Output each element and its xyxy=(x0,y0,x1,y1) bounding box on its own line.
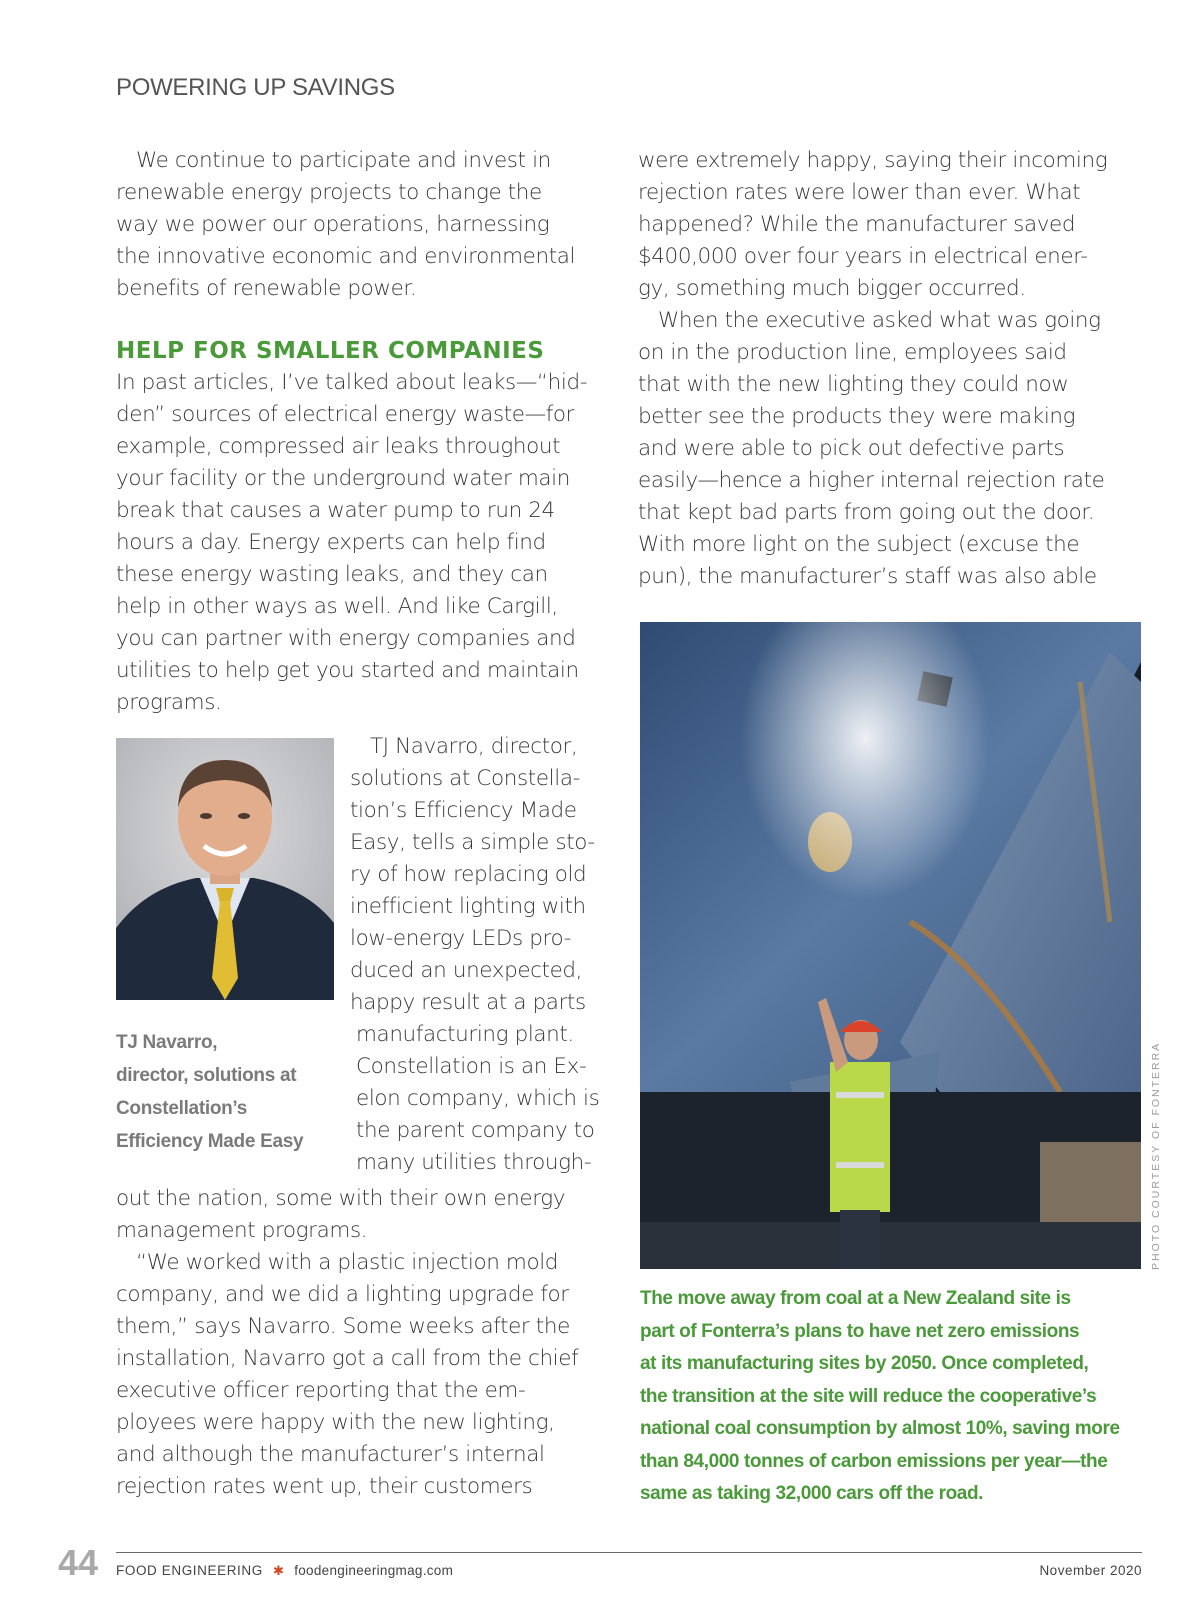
text-line: den” sources of electrical energy waste—for xyxy=(116,402,575,427)
intro-paragraph xyxy=(116,145,612,305)
portrait-photo xyxy=(116,738,334,1000)
text-line: tion’s Efficiency Made xyxy=(350,798,577,823)
right-column xyxy=(638,145,1134,593)
photo-caption xyxy=(640,1283,1150,1511)
text-line: ployees were happy with the new lighting, xyxy=(116,1410,555,1435)
caption-line: director, solutions at xyxy=(116,1065,297,1086)
text-line: company, and we did a lighting upgrade for xyxy=(116,1282,569,1307)
text-line: gy, something much bigger occurred. xyxy=(638,276,1026,301)
left-column xyxy=(116,145,612,719)
text-line: Easy, tells a simple sto- xyxy=(350,830,595,855)
text-line: happy result at a parts xyxy=(350,990,586,1015)
text-line: were extremely happy, saying their incoming xyxy=(638,148,1108,173)
text-line: on in the production line, employees said xyxy=(638,340,1067,365)
text-line: “We worked with a plastic injection mold xyxy=(136,1250,559,1275)
boiler-illustration xyxy=(640,622,1141,1269)
text-line: In past articles, I’ve talked about leaks—“hid- xyxy=(116,370,588,395)
text-line: and although the manufacturer’s internal xyxy=(116,1442,545,1467)
text-line: help in other ways as well. And like Cargill, xyxy=(116,594,558,619)
text-line: executive officer reporting that the em- xyxy=(116,1378,526,1403)
text-line: hours a day. Energy experts can help find xyxy=(116,530,546,555)
photo-credit: PHOTO COURTESY OF FONTERRA xyxy=(1150,1041,1162,1270)
text-line: $400,000 over four years in electrical ener- xyxy=(638,244,1088,269)
text-line: pun), the manufacturer’s staff was also able xyxy=(638,564,1097,589)
text-line: example, compressed air leaks throughout xyxy=(116,434,561,459)
text-line: utilities to help get you started and maintain xyxy=(116,658,579,683)
text-line: you can partner with energy companies and xyxy=(116,626,576,651)
footer-publication xyxy=(116,1563,453,1579)
subhead: HELP FOR SMALLER COMPANIES xyxy=(116,338,545,364)
help-paragraph xyxy=(116,367,612,719)
text-line: and were able to pick out defective parts xyxy=(638,436,1065,461)
caption-line: Constellation’s xyxy=(116,1098,247,1119)
text-line: When the executive asked what was going xyxy=(658,308,1101,333)
text-line: that with the new lighting they could now xyxy=(638,372,1069,397)
caption-line: TJ Navarro, xyxy=(116,1032,218,1053)
text-line: management programs. xyxy=(116,1218,368,1243)
portrait-figure xyxy=(116,738,334,1158)
caption-line: The move away from coal at a New Zealand site is xyxy=(640,1288,1071,1309)
text-line: rejection rates went up, their customers xyxy=(116,1474,533,1499)
text-line: manufacturing plant. xyxy=(356,1022,574,1047)
page-number: 44 xyxy=(58,1542,99,1583)
text-line: Constellation is an Ex- xyxy=(356,1054,587,1079)
text-line: programs. xyxy=(116,690,222,715)
text-line: elon company, which is xyxy=(356,1086,600,1111)
text-line: out the nation, some with their own energy xyxy=(116,1186,566,1211)
text-line: happened? While the manufacturer saved xyxy=(638,212,1076,237)
caption-line: same as taking 32,000 cars off the road. xyxy=(640,1483,984,1504)
text-line: way we power our operations, harnessing xyxy=(116,212,550,237)
text-line: benefits of renewable power. xyxy=(116,276,417,301)
footer-divider xyxy=(116,1552,1142,1553)
text-line: inefficient lighting with xyxy=(350,894,586,919)
text-line: the parent company to xyxy=(356,1118,595,1143)
text-line: We continue to participate and invest in xyxy=(136,148,551,173)
text-line: With more light on the subject (excuse the xyxy=(638,532,1080,557)
section-tag: POWERING UP SAVINGS xyxy=(116,74,395,101)
text-line: your facility or the underground water main xyxy=(116,466,570,491)
text-line: easily—hence a higher internal rejection rate xyxy=(638,468,1105,493)
caption-line: national coal consumption by almost 10%, saving more xyxy=(640,1418,1120,1439)
text-line: duced an unexpected, xyxy=(350,958,583,983)
text-line: ry of how replacing old xyxy=(350,862,587,887)
text-line: installation, Navarro got a call from the chief xyxy=(116,1346,579,1371)
industrial-photo xyxy=(640,622,1141,1269)
text-line: renewable energy projects to change the xyxy=(116,180,542,205)
caption-line: part of Fonterra’s plans to have net zero emissions xyxy=(640,1320,1080,1342)
text-line: them,” says Navarro. Some weeks after the xyxy=(116,1314,570,1339)
text-line: solutions at Constella- xyxy=(350,766,580,791)
text-line: rejection rates were lower than ever. What xyxy=(638,180,1081,205)
text-line: low-energy LEDs pro- xyxy=(350,926,571,951)
text-line: that kept bad parts from going out the door. xyxy=(638,500,1095,525)
publication-name: FOOD ENGINEERING xyxy=(116,1563,263,1578)
caption-line: the transition at the site will reduce the cooperative’s xyxy=(640,1385,1097,1407)
text-line: TJ Navarro, director, xyxy=(370,734,578,759)
caption-line: at its manufacturing sites by 2050. Once completed, xyxy=(640,1353,1089,1374)
navarro-paragraph xyxy=(350,731,599,1179)
portrait-caption xyxy=(116,1026,334,1158)
text-line: the innovative economic and environmental xyxy=(116,244,576,269)
text-line: these energy wasting leaks, and they can xyxy=(116,562,548,587)
caption-line: Efficiency Made Easy xyxy=(116,1131,304,1152)
website-link[interactable]: foodengineeringmag.com xyxy=(294,1563,454,1578)
customer-paragraph xyxy=(116,1183,578,1503)
asterisk-icon: ✱ xyxy=(272,1563,285,1578)
text-line: break that causes a water pump to run 24 xyxy=(116,498,555,523)
issue-date: November 2020 xyxy=(1039,1563,1142,1578)
caption-line: than 84,000 tonnes of carbon emissions per year—the xyxy=(640,1450,1108,1472)
text-line: many utilities through- xyxy=(356,1150,592,1175)
portrait-illustration xyxy=(116,738,334,1000)
text-line: better see the products they were making xyxy=(638,404,1076,429)
